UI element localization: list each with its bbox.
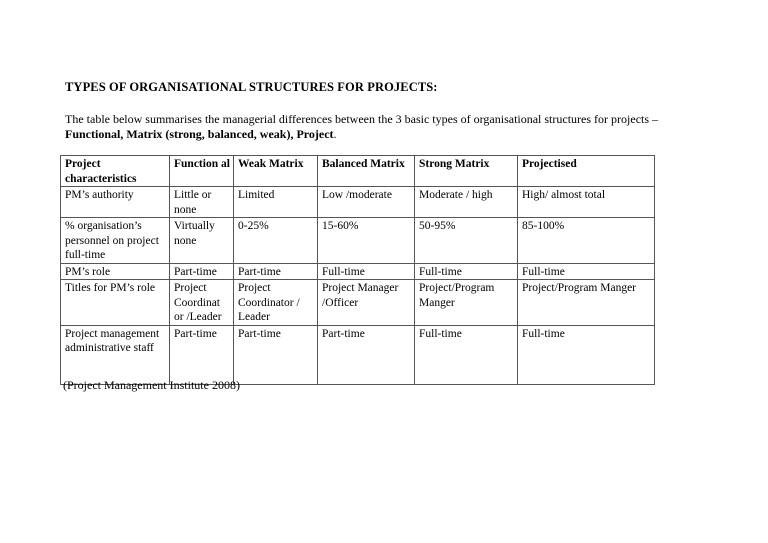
- table-cell: Project Manager /Officer: [318, 280, 415, 326]
- table-cell: Full-time: [518, 263, 655, 280]
- table-cell: Virtually none: [170, 218, 234, 264]
- table-cell: High/ almost total: [518, 187, 655, 218]
- table-row: [61, 325, 655, 384]
- table-row: [61, 263, 655, 280]
- table-cell: Part-time: [234, 325, 318, 384]
- table-cell: Full-time: [415, 325, 518, 384]
- table-cell: Part-time: [318, 325, 415, 384]
- table-cell: Project/Program Manger: [518, 280, 655, 326]
- table-cell: Full-time: [518, 325, 655, 384]
- table-cell: Full-time: [415, 263, 518, 280]
- header-project-characteristics: Project characteristics: [61, 156, 170, 187]
- table-cell: Full-time: [318, 263, 415, 280]
- table-cell: 85-100%: [518, 218, 655, 264]
- table-cell: Little or none: [170, 187, 234, 218]
- intro-paragraph: [65, 112, 715, 142]
- table-cell: Project/Program Manger: [415, 280, 518, 326]
- row-label-pm-role: PM’s role: [61, 263, 170, 280]
- intro-line-2: [65, 127, 715, 142]
- header-functional: Function al: [170, 156, 234, 187]
- row-label-personnel: % organisation’s personnel on project full-time: [61, 218, 170, 264]
- table-cell: Part-time: [170, 263, 234, 280]
- citation: (Project Management Institute 2008): [63, 378, 240, 392]
- header-projectised: Projectised: [518, 156, 655, 187]
- row-label-pm-authority: PM’s authority: [61, 187, 170, 218]
- table-row: [61, 218, 655, 264]
- header-weak-matrix: Weak Matrix: [234, 156, 318, 187]
- table-cell: Part-time: [234, 263, 318, 280]
- header-balanced-matrix: Balanced Matrix: [318, 156, 415, 187]
- table-row: [61, 187, 655, 218]
- table-cell: Moderate / high: [415, 187, 518, 218]
- table-cell: Part-time: [170, 325, 234, 384]
- table-cell: 15-60%: [318, 218, 415, 264]
- organisational-structures-table: [60, 155, 655, 385]
- table-cell: Project Coordinator / Leader: [234, 280, 318, 326]
- intro-structure-types: Functional, Matrix (strong, balanced, weak), Project: [65, 127, 334, 141]
- table-cell: 0-25%: [234, 218, 318, 264]
- table-cell: Project Coordinat or /Leader: [170, 280, 234, 326]
- table-header-row: [61, 156, 655, 187]
- header-strong-matrix: Strong Matrix: [415, 156, 518, 187]
- table-cell: 50-95%: [415, 218, 518, 264]
- document-heading: TYPES OF ORGANISATIONAL STRUCTURES FOR PROJECTS:: [65, 80, 438, 94]
- table-cell: Limited: [234, 187, 318, 218]
- row-label-titles: Titles for PM’s role: [61, 280, 170, 326]
- intro-end: .: [333, 127, 337, 141]
- table-row: [61, 280, 655, 326]
- row-label-admin-staff: Project management administrative staff: [61, 325, 170, 384]
- intro-text: The table below summarises the managerial differences between the 3 basic types of organisational structures for projects –: [65, 112, 659, 126]
- table-cell: Low /moderate: [318, 187, 415, 218]
